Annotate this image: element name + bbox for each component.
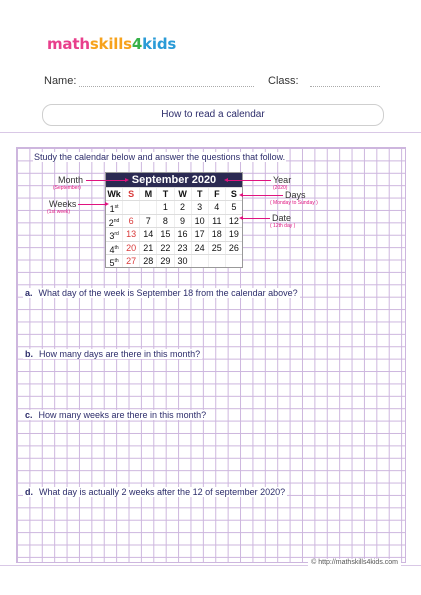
calendar-header-cell: T (156, 188, 173, 200)
calendar-header-cell: S (122, 188, 139, 200)
calendar-header-cell: S (225, 188, 242, 200)
week-number-value: 4 (109, 244, 115, 255)
question-text: What day is actually 2 weeks after the 12 of september 2020? (39, 487, 286, 497)
week-number (106, 255, 122, 267)
weeks-arrow (78, 204, 106, 205)
name-label: Name: (44, 75, 77, 87)
month-arrow (86, 180, 126, 181)
weeks-sublabel: (1st week) (47, 209, 71, 215)
days-label: Days (285, 190, 306, 200)
calendar-day: 14 (139, 228, 156, 240)
footer-url[interactable]: © http://mathskills4kids.com (308, 559, 401, 566)
calendar-day: 28 (139, 255, 156, 267)
calendar-day: 17 (191, 228, 208, 240)
week-number-suffix: rd (114, 231, 119, 238)
calendar-day: 19 (225, 228, 242, 240)
week-number-value: 3 (109, 231, 115, 242)
calendar-day: 10 (191, 215, 208, 227)
calendar-day: 18 (208, 228, 225, 240)
calendar-day: 3 (191, 201, 208, 213)
calendar-day: 27 (122, 255, 139, 267)
week-number-value: 2 (108, 217, 114, 228)
calendar-day: 26 (225, 242, 242, 254)
calendar-day: 16 (174, 228, 191, 240)
calendar-day: 1 (156, 201, 173, 213)
week-number-suffix: th (114, 244, 119, 251)
calendar-day (208, 255, 225, 267)
calendar-week-row (106, 214, 242, 227)
calendar-week-row (106, 200, 242, 213)
date-sublabel: ( 12th day ) (270, 223, 296, 229)
calendar-header-cell: F (208, 188, 225, 200)
calendar-day: 12 (225, 215, 242, 227)
calendar-header-cell: M (139, 188, 156, 200)
calendar-header-cell: Wk (107, 189, 121, 199)
calendar-day: 30 (174, 255, 191, 267)
calendar-day: 22 (156, 242, 173, 254)
calendar-day (191, 255, 208, 267)
page-title: How to read a calendar (42, 104, 384, 126)
month-sublabel: (September) (53, 185, 81, 191)
week-number (106, 215, 122, 227)
calendar-day (139, 201, 156, 213)
name-field[interactable] (44, 75, 254, 87)
class-label: Class: (268, 75, 299, 87)
logo-part-math: math (47, 35, 90, 53)
calendar-header-cell: T (191, 188, 208, 200)
calendar-day: 4 (208, 201, 225, 213)
week-number-suffix: nd (113, 217, 120, 224)
calendar-day (122, 201, 139, 213)
divider (0, 132, 421, 133)
instructions: Study the calendar below and answer the questions that follow. (34, 152, 286, 162)
calendar-week-row (106, 227, 242, 240)
week-number-value: 5 (109, 257, 115, 268)
question-letter: c. (25, 410, 33, 420)
calendar-header-row (106, 187, 242, 200)
calendar-day: 15 (156, 228, 173, 240)
year-label: Year (273, 175, 292, 185)
calendar (105, 172, 243, 268)
logo-part-skills: skills (89, 35, 132, 53)
question-a (23, 288, 300, 298)
date-arrow (242, 218, 270, 219)
question-text: How many weeks are there in this month? (38, 410, 207, 420)
calendar-week-row (106, 241, 242, 254)
calendar-week-row (106, 254, 242, 267)
week-number-suffix: st (114, 204, 119, 211)
week-number-value: 1 (109, 204, 115, 215)
calendar-day: 11 (208, 215, 225, 227)
question-b (23, 349, 202, 359)
calendar-day: 13 (122, 228, 139, 240)
calendar-header-cell: W (174, 188, 191, 200)
name-blank[interactable] (79, 77, 254, 87)
question-letter: b. (25, 349, 33, 359)
calendar-day: 8 (156, 215, 173, 227)
days-sublabel: ( Monday to Sunday ) (270, 200, 318, 206)
month-label: Month (58, 175, 84, 185)
logo-part-4: 4 (131, 35, 143, 53)
week-number (106, 242, 122, 254)
question-c (23, 410, 208, 420)
question-letter: d. (25, 487, 33, 497)
calendar-weeks (106, 200, 242, 267)
calendar-title: September 2020 (106, 173, 242, 187)
calendar-day: 21 (139, 242, 156, 254)
question-letter: a. (25, 288, 33, 298)
question-d (23, 487, 287, 497)
calendar-day: 24 (191, 242, 208, 254)
calendar-day (225, 255, 242, 267)
calendar-day: 6 (122, 215, 139, 227)
days-arrow (242, 195, 283, 196)
calendar-day: 9 (174, 215, 191, 227)
week-number (106, 228, 122, 240)
logo-part-kids: kids (142, 35, 177, 53)
calendar-day: 7 (139, 215, 156, 227)
calendar-day: 23 (174, 242, 191, 254)
logo (47, 37, 176, 52)
class-field[interactable] (268, 75, 380, 87)
calendar-day: 25 (208, 242, 225, 254)
week-number-suffix: th (114, 257, 119, 264)
date-label: Date (272, 213, 292, 223)
calendar-day: 5 (225, 201, 242, 213)
year-arrow (227, 180, 271, 181)
class-blank[interactable] (310, 77, 380, 87)
calendar-day: 20 (122, 242, 139, 254)
calendar-day: 29 (156, 255, 173, 267)
weeks-label: Weeks (49, 199, 77, 209)
year-sublabel: (2020) (273, 185, 288, 191)
calendar-day: 2 (174, 201, 191, 213)
question-text: What day of the week is September 18 from the calendar above? (38, 288, 298, 298)
question-text: How many days are there in this month? (39, 349, 201, 359)
